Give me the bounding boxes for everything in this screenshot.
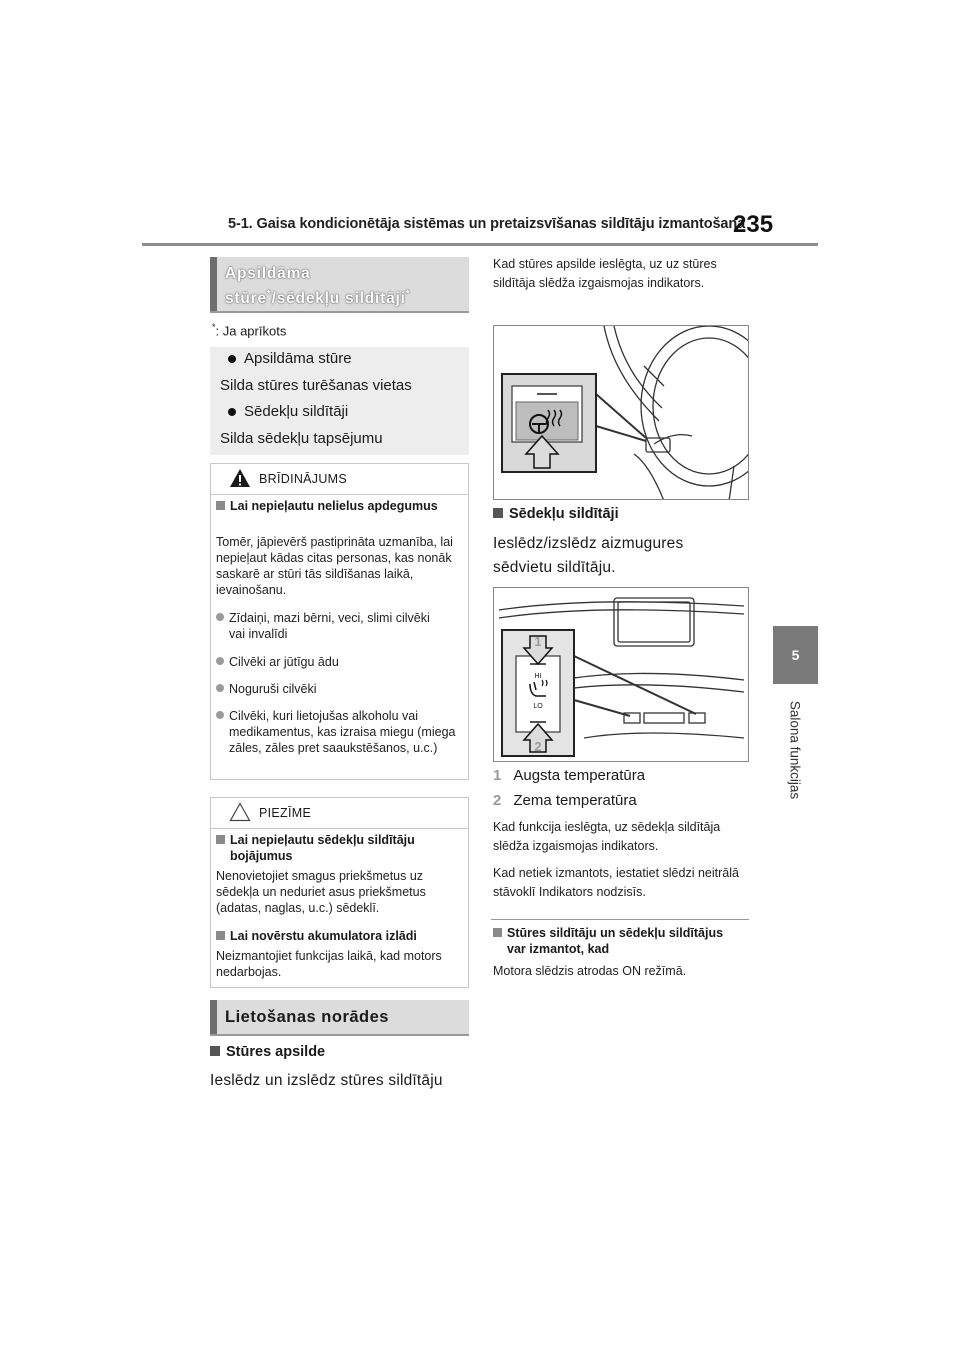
summary-box bbox=[210, 347, 469, 455]
notice-label: PIEZĪME bbox=[259, 806, 312, 820]
section-title-text: Lietošanas norādes bbox=[225, 1008, 389, 1026]
square-bullet-icon bbox=[216, 501, 225, 510]
warning-icon bbox=[229, 468, 251, 488]
seat-heading: Sēdekļu sildītāji bbox=[493, 506, 619, 522]
divider bbox=[491, 919, 749, 920]
warning-item: Cilvēki ar jūtīgu ādu bbox=[216, 654, 339, 670]
section-bar bbox=[210, 1000, 217, 1034]
summary-item: Apsildāma stūre bbox=[220, 350, 352, 367]
callout-1: 1 bbox=[534, 634, 542, 649]
bullet-icon bbox=[216, 711, 224, 719]
section-title-instructions bbox=[210, 1000, 469, 1036]
bullet-icon bbox=[228, 408, 236, 416]
legend-item-1: 1 Augsta temperatūra bbox=[493, 767, 646, 784]
warning-text: Tomēr, jāpievērš pastiprināta uzmanība, lai nepieļaut kādas citas personas, kas nonāk saskarē ar stūri tās sildīšanas laikā, ievainošanu. bbox=[216, 535, 453, 597]
summary-desc: Silda stūres turēšanas vietas bbox=[220, 377, 412, 394]
section-bar bbox=[210, 257, 217, 311]
summary-desc: Silda sēdekļu tapsējumu bbox=[220, 430, 383, 447]
seat-text: Ieslēdz/izslēdz aizmugures sēdvietu sildītāju. bbox=[493, 535, 684, 576]
square-bullet-icon bbox=[216, 835, 225, 844]
warning-item: Noguruši cilvēki bbox=[216, 681, 317, 697]
chapter-label bbox=[780, 690, 810, 810]
section-title-text: Apsildāma stūre*/sēdekļu sildītāji* bbox=[225, 265, 411, 308]
figure-steering-switch bbox=[493, 325, 749, 500]
hi-label: HI bbox=[534, 673, 542, 680]
square-bullet-icon bbox=[493, 928, 502, 937]
square-bullet-icon bbox=[210, 1046, 220, 1056]
bullet-icon bbox=[216, 613, 224, 621]
notice-text: Nenovietojiet smagus priekšmetus uz sēdekļa un neduriet asus priekšmetus (adatas, naglas, u.c.) sēdeklī. bbox=[216, 869, 426, 915]
caution-outline-icon bbox=[229, 802, 251, 822]
notice-header bbox=[211, 798, 468, 829]
section-title-heated bbox=[210, 257, 469, 313]
seat-note-2: Kad netiek izmantots, iestatiet slēdzi neitrālā stāvoklī Indikators nodzisīs. bbox=[493, 866, 739, 899]
notice-heading: Lai nepieļautu sēdekļu sildītāju bojājumus bbox=[216, 832, 464, 864]
warning-box bbox=[210, 463, 469, 780]
running-header: 5-1. Gaisa kondicionētāja sistēmas un pretaizsvīšanas sildītāju izmantošana bbox=[228, 216, 746, 232]
warning-label: BRĪDINĀJUMS bbox=[259, 472, 348, 486]
square-bullet-icon bbox=[216, 931, 225, 940]
notice-heading: Lai novērstu akumulatora izlādi bbox=[216, 928, 417, 944]
intro-text: Kad stūres apsilde ieslēgta, uz uz stūres sildītāja slēdža izgaismojas indikators. bbox=[493, 257, 717, 290]
footnote: *: Ja aprīkots bbox=[212, 322, 287, 339]
callout-2: 2 bbox=[534, 739, 542, 754]
chapter-label-text: Salona funkcijas bbox=[787, 700, 803, 800]
usage-heading: Stūres sildītāju un sēdekļu sildītājus var izmantot, kad bbox=[493, 925, 743, 957]
steering-text: Ieslēdz un izslēdz stūres sildītāju bbox=[210, 1072, 443, 1089]
header-rule bbox=[142, 243, 818, 246]
warning-item: Zīdaiņi, mazi bērni, veci, slimi cilvēki vai invalīdi bbox=[216, 610, 464, 642]
seat-switch-illustration bbox=[494, 588, 749, 762]
bullet-icon bbox=[216, 684, 224, 692]
usage-text: Motora slēdzis atrodas ON režīmā. bbox=[493, 964, 687, 978]
warning-heading: Lai nepieļautu nelielus apdegumus bbox=[216, 498, 464, 514]
steering-heading: Stūres apsilde bbox=[210, 1044, 325, 1060]
summary-item: Sēdekļu sildītāji bbox=[220, 403, 348, 420]
chapter-tab: 5 bbox=[773, 626, 818, 684]
warning-item: Cilvēki, kuri lietojušas alkoholu vai medikamentus, kas izraisa miegu (miega zāles, zāles pret saaukstēšanos, u.c.) bbox=[216, 708, 464, 756]
page-number: 235 bbox=[733, 211, 774, 238]
warning-header bbox=[211, 464, 468, 495]
square-bullet-icon bbox=[493, 508, 503, 518]
legend-item-2: 2 Zema temperatūra bbox=[493, 792, 637, 809]
bullet-icon bbox=[228, 355, 236, 363]
notice-box bbox=[210, 797, 469, 988]
lo-label: LO bbox=[533, 703, 543, 710]
notice-text: Neizmantojiet funkcijas laikā, kad motors nedarbojas. bbox=[216, 949, 442, 979]
figure-seat-switch bbox=[493, 587, 749, 762]
steering-switch-illustration bbox=[494, 326, 749, 500]
bullet-icon bbox=[216, 657, 224, 665]
seat-note-1: Kad funkcija ieslēgta, uz sēdekļa sildītāja slēdža izgaismojas indikators. bbox=[493, 820, 721, 853]
